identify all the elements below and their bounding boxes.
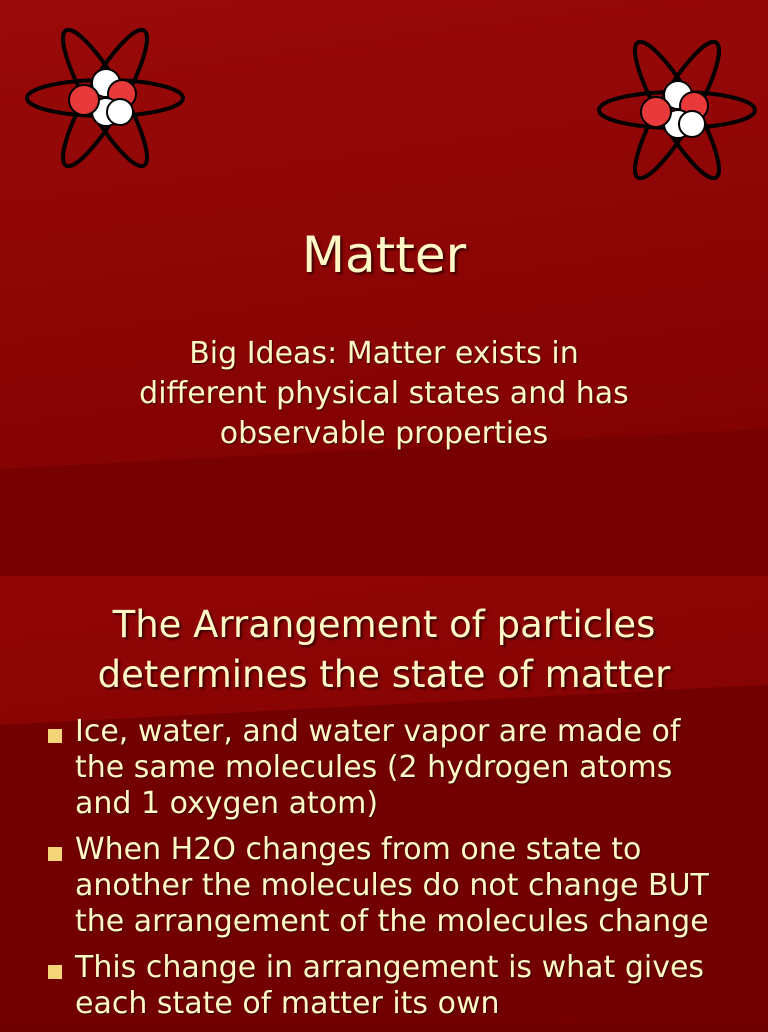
bullet-line: This change in arrangement is what gives	[75, 950, 705, 985]
bullet-list	[46, 714, 746, 1032]
atom-icon	[20, 28, 190, 168]
bullet-line: another the molecules do not change BUT	[75, 868, 709, 903]
subtitle-line: Big Ideas: Matter exists in	[189, 336, 579, 371]
bullet-line: the same molecules (2 hydrogen atoms	[75, 750, 673, 785]
slide-subtitle	[0, 334, 768, 454]
atom-icon	[592, 40, 762, 180]
title-line: The Arrangement of particles	[112, 603, 656, 646]
bullet-item	[46, 714, 746, 822]
bullet-square-icon	[48, 847, 62, 861]
slide-2-title	[0, 600, 768, 700]
bullet-square-icon	[48, 729, 62, 743]
bullet-line: When H2O changes from one state to	[75, 832, 642, 867]
subtitle-line: observable properties	[219, 416, 549, 451]
bullet-item	[46, 832, 746, 940]
bullet-line: Ice, water, and water vapor are made of	[75, 714, 681, 749]
subtitle-line: different physical states and has	[139, 376, 629, 411]
bullet-line: each state of matter its own	[75, 986, 500, 1021]
bullet-square-icon	[48, 965, 62, 979]
bullet-line: and 1 oxygen atom)	[75, 786, 379, 821]
bullet-line: the arrangement of the molecules change	[75, 904, 709, 939]
slide-title: Matter	[301, 226, 467, 284]
title-line: determines the state of matter	[97, 653, 671, 696]
bullet-item	[46, 950, 746, 1022]
